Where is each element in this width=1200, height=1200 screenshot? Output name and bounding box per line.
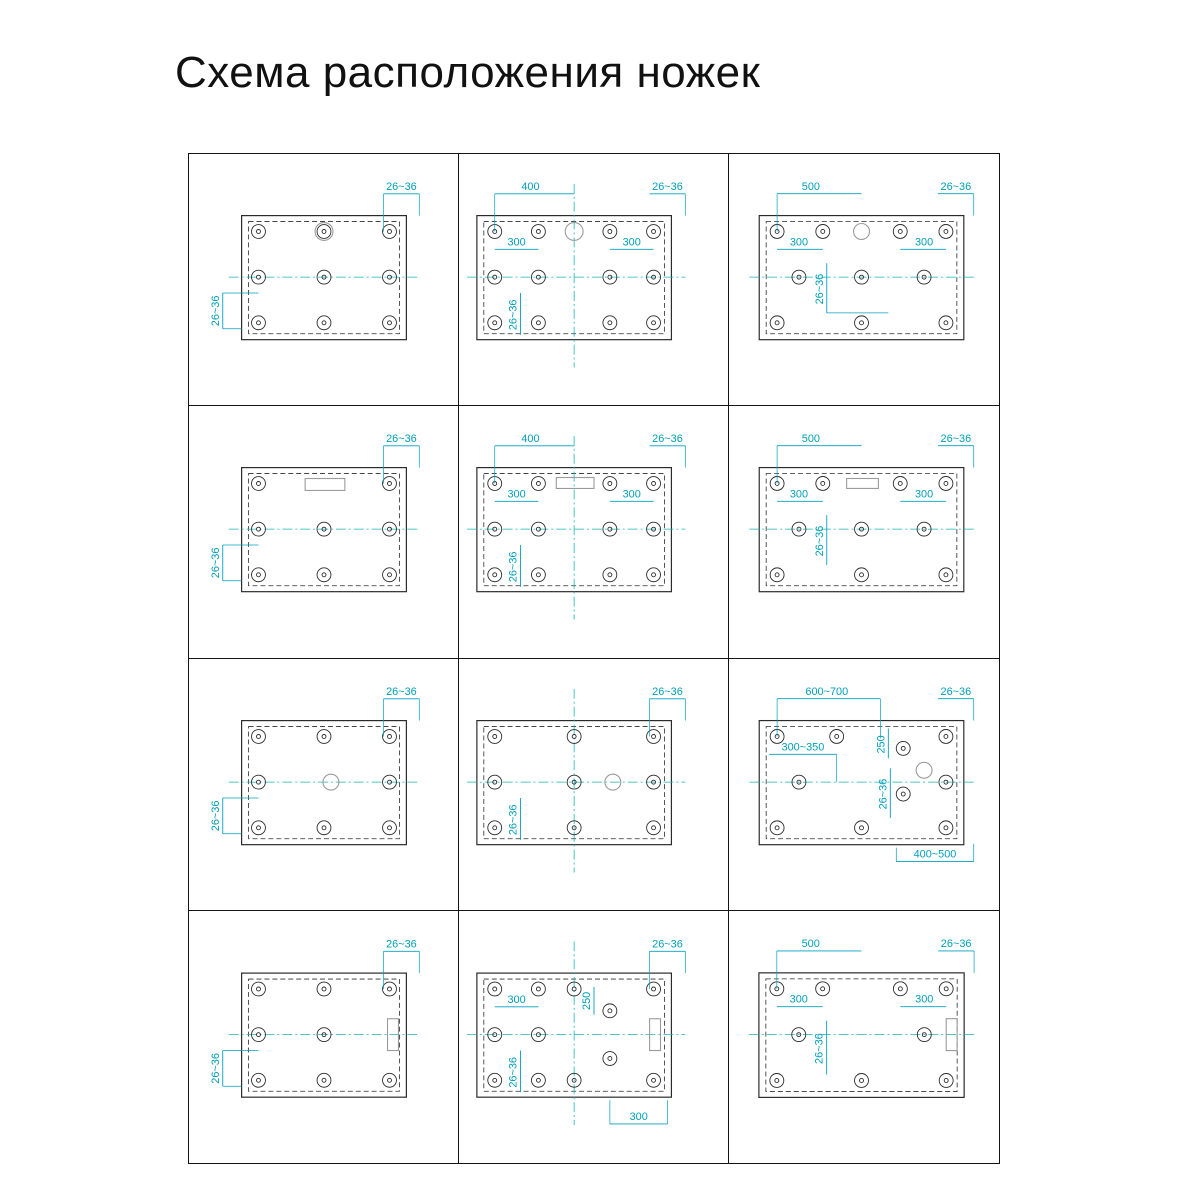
dim-top-right: 26~36 (386, 433, 417, 446)
scheme-cell-4-1 (189, 911, 459, 1163)
scheme-cell-4-2 (459, 911, 729, 1163)
scheme-cell-2-3 (729, 406, 999, 658)
dim-top-right: 26~36 (386, 938, 417, 951)
dim-top-right: 26~36 (940, 433, 972, 446)
dim-left: 26~36 (209, 800, 222, 831)
dim-top-right: 26~36 (652, 938, 683, 951)
dim-mid-right: 300 (622, 488, 641, 501)
dim-mid-right: 300 (915, 993, 934, 1006)
dim-top-right: 26~36 (652, 685, 683, 698)
dim-mid-right: 300 (914, 488, 934, 501)
dim-mid-left: 300 (789, 488, 809, 501)
scheme-cell-4-3 (729, 911, 999, 1163)
dim-top-right: 26~36 (940, 937, 972, 950)
scheme-cell-3-2 (459, 659, 729, 911)
dim-inner: 26~36 (813, 525, 826, 557)
scheme-cell-1-1 (189, 154, 459, 406)
schemes-grid (188, 153, 1000, 1164)
dim-mid-left: 300 (507, 488, 526, 501)
dim-mid-left: 300 (789, 993, 808, 1006)
dim-left: 26~36 (209, 547, 222, 579)
dim-top-right: 26~36 (386, 180, 417, 193)
dim-left: 26~36 (507, 804, 520, 835)
dim-top-left: 400 (521, 433, 540, 446)
dim-inner: 26~36 (813, 1032, 826, 1064)
dim-left: 26~36 (507, 1056, 520, 1088)
dim-mid-left: 300 (507, 236, 526, 249)
scheme-cell-3-3 (729, 659, 999, 911)
dim-top-right: 26~36 (652, 433, 683, 446)
dim-top-right: 26~36 (940, 685, 972, 698)
dim-left: 26~36 (507, 299, 520, 331)
dim-left: 26~36 (507, 551, 520, 583)
dim-top-left: 600~700 (805, 685, 849, 698)
dim-top-left: 500 (801, 433, 820, 446)
dim-left: 26~36 (209, 295, 222, 327)
dim-top-right: 26~36 (652, 180, 683, 193)
dim-top-right: 26~36 (386, 685, 417, 698)
dim-inner: 26~36 (813, 273, 826, 305)
dim-top-right: 26~36 (940, 180, 972, 193)
dim-top-left: 400 (521, 180, 540, 193)
scheme-cell-1-3 (729, 154, 999, 406)
scheme-cell-2-2 (459, 406, 729, 658)
dim-left: 26~36 (209, 1052, 222, 1084)
dim-top-left: 500 (801, 937, 820, 950)
dim-right-upper: 250 (581, 991, 594, 1010)
dim-mid-left: 300 (507, 993, 526, 1006)
dim-right-upper: 250 (875, 734, 888, 754)
dim-top-left: 500 (801, 180, 820, 193)
page-title: Схема расположения ножек (175, 48, 761, 97)
dim-mid-right: 300 (622, 236, 641, 249)
dim-mid-left: 300 (789, 236, 809, 249)
scheme-cell-2-1 (189, 406, 459, 658)
dim-bottom: 400~500 (913, 848, 957, 861)
dim-mid-left: 300~350 (781, 740, 825, 753)
dim-mid-right: 300 (914, 236, 934, 249)
scheme-cell-1-2 (459, 154, 729, 406)
dim-bottom: 300 (629, 1110, 648, 1123)
dim-inner: 26~36 (877, 778, 890, 809)
scheme-cell-3-1 (189, 659, 459, 911)
